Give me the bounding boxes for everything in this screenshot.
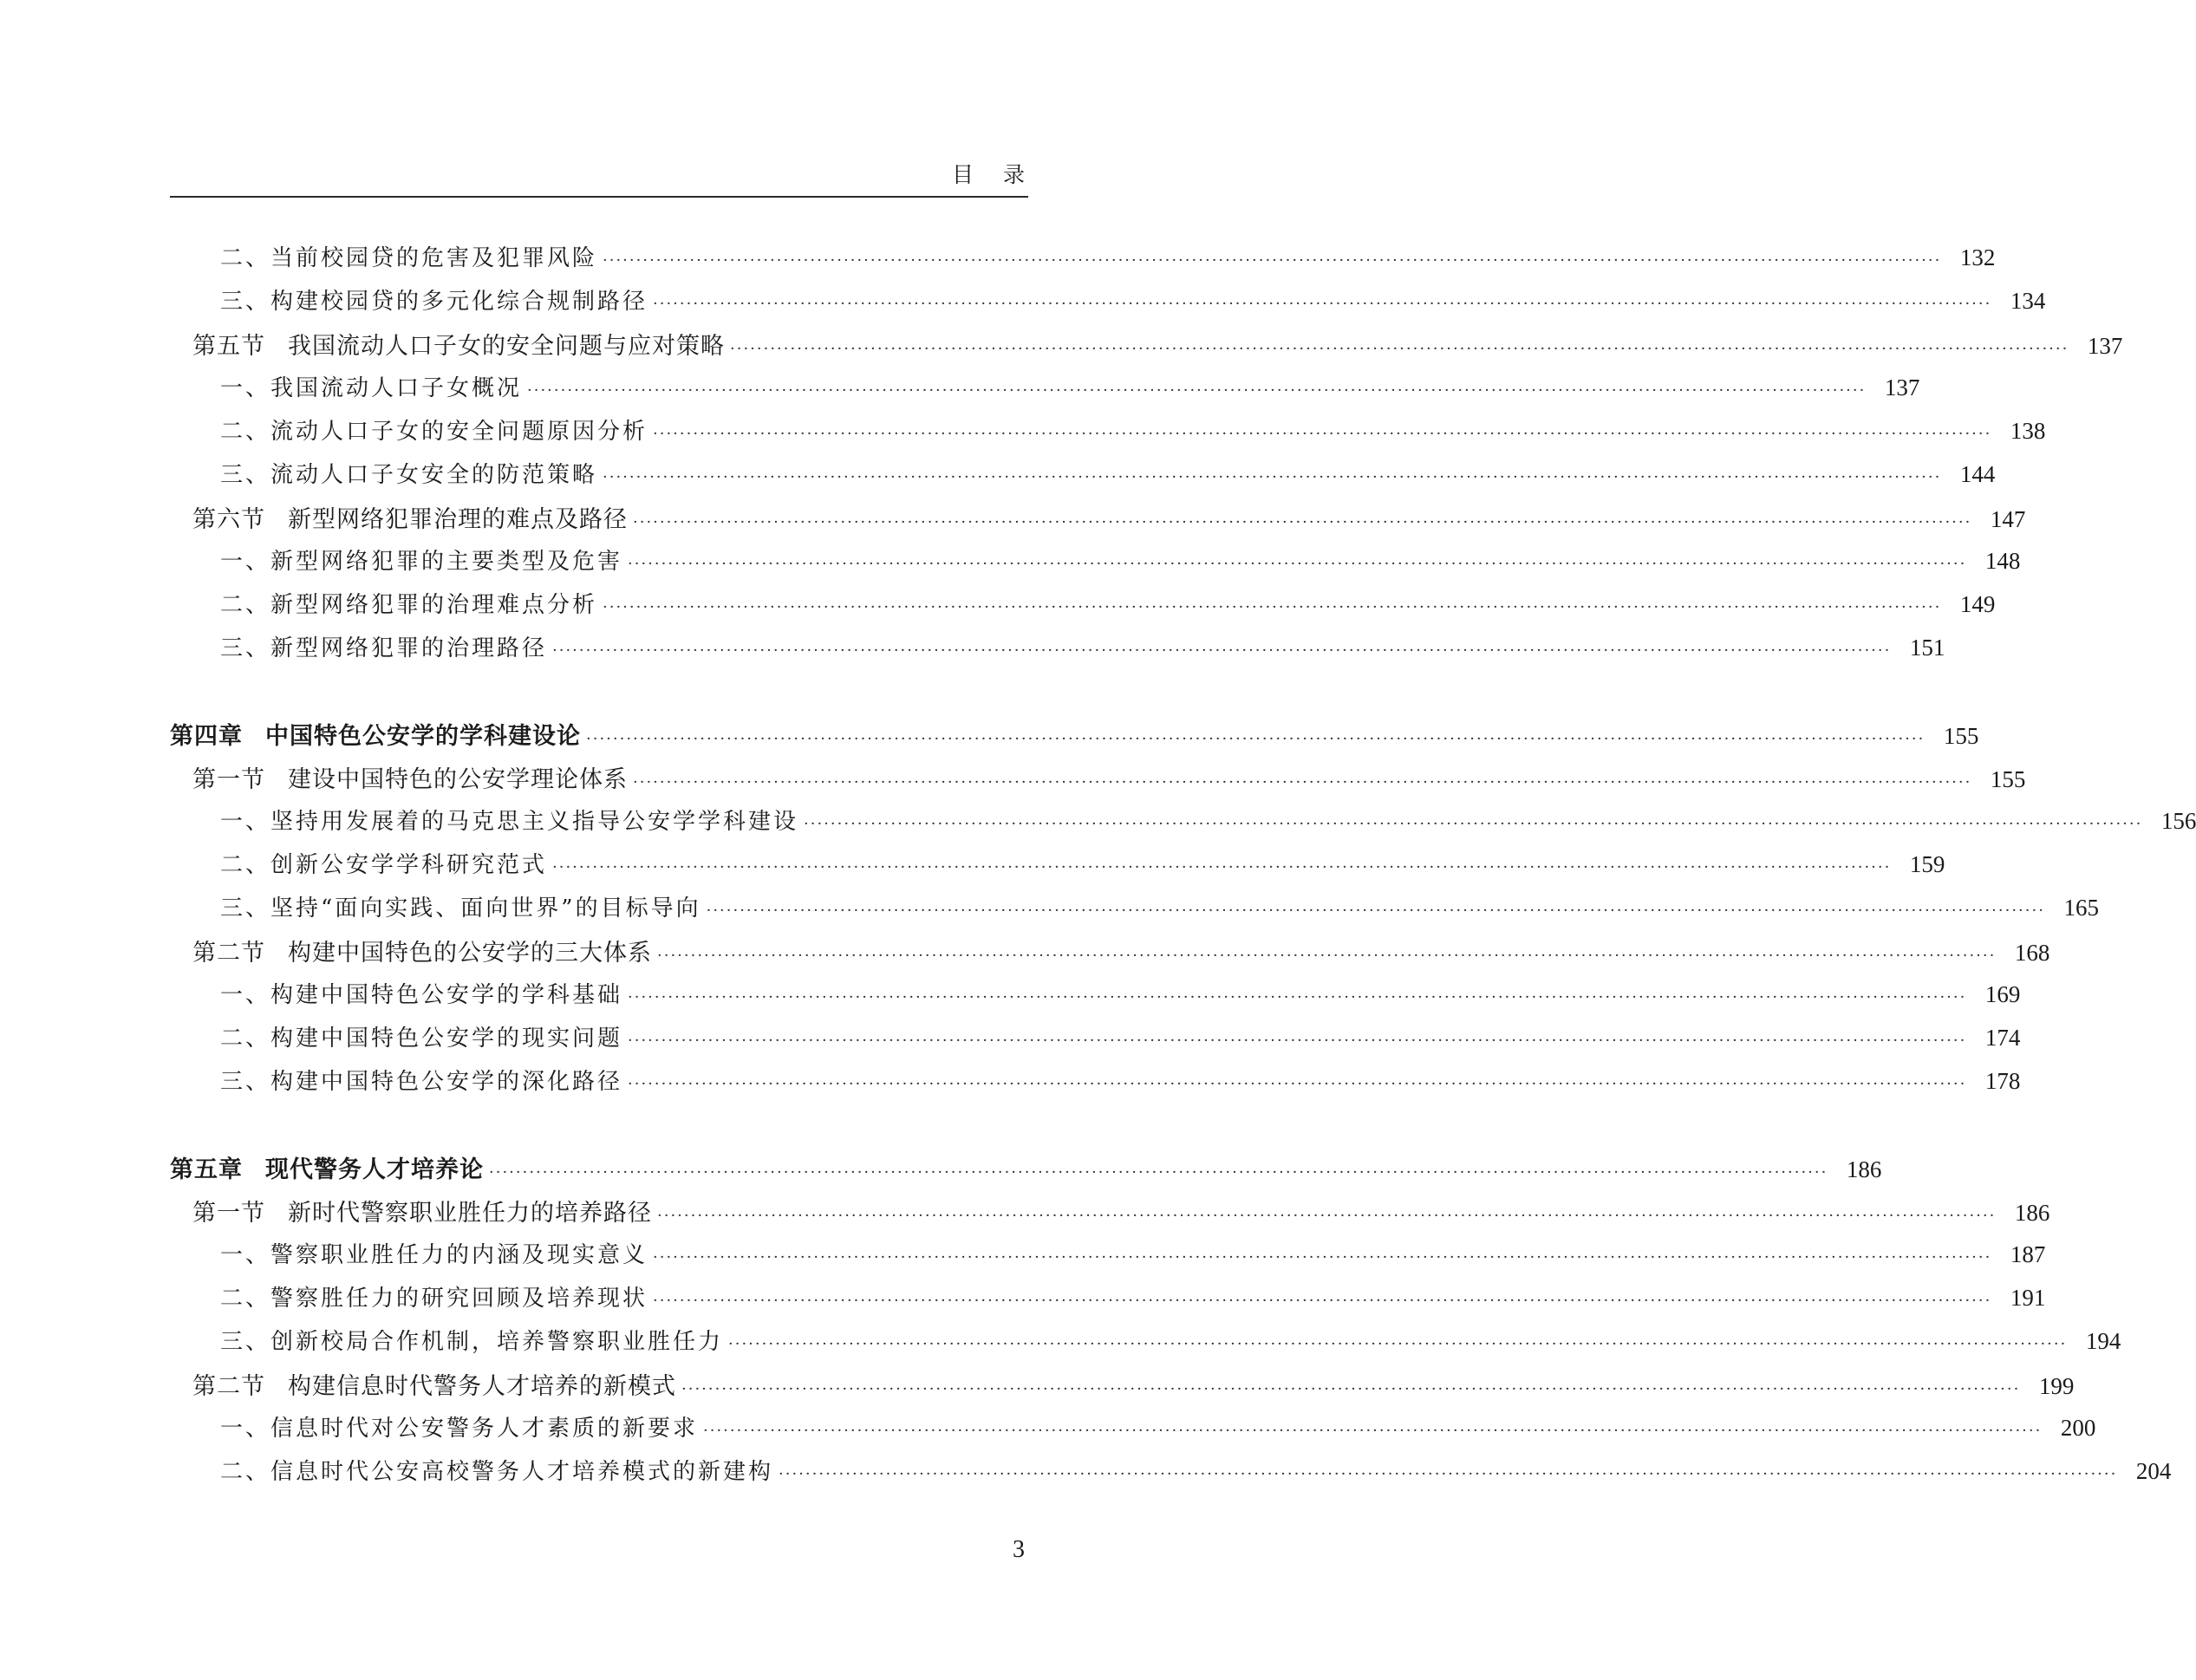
toc-entry-page: 178 xyxy=(1984,1068,2021,1094)
toc-entry-page: 137 xyxy=(2087,333,2123,359)
toc-entry-text: 二、构建中国特色公安学的现实问题 xyxy=(220,1026,623,1052)
toc-entry-title xyxy=(220,283,648,316)
toc-chapter-row[interactable] xyxy=(170,717,1979,752)
toc-entry-title xyxy=(220,370,522,402)
toc-entry-title xyxy=(192,1367,676,1401)
dot-leader: ········································································································································································································ xyxy=(728,1335,2068,1353)
dot-leader: ········································································································································································································ xyxy=(628,555,1967,573)
toc-entry-title xyxy=(220,1064,622,1096)
toc-entry-page: 137 xyxy=(1884,374,1920,400)
toc-entry-page: 187 xyxy=(2010,1241,2046,1267)
toc-entry-page: 132 xyxy=(1959,244,1996,270)
toc-item-row[interactable] xyxy=(220,630,1945,665)
toc-entry-text: 现代警务人才培养论 xyxy=(265,1156,484,1183)
toc-item-row[interactable] xyxy=(220,283,2046,318)
dot-leader: ········································································································································································································ xyxy=(603,468,1942,486)
toc-entry-text: 二、当前校园贷的危害及犯罪风险 xyxy=(220,245,598,271)
dot-leader: ········································································································································································································ xyxy=(703,1422,2043,1440)
toc-entry-prefix: 第四章 xyxy=(170,723,243,750)
toc-entry-page: 186 xyxy=(1846,1156,1882,1182)
dot-leader: ········································································································································································································ xyxy=(779,1465,2118,1483)
toc-entry-page: 138 xyxy=(2010,418,2046,444)
dot-leader: ········································································································································································································ xyxy=(653,1248,1992,1267)
toc-entry-page: 186 xyxy=(2014,1200,2050,1226)
toc-entry-page: 204 xyxy=(2135,1458,2172,1484)
toc-entry-page: 200 xyxy=(2060,1415,2096,1441)
dot-leader: ········································································································································································································ xyxy=(730,340,2069,358)
toc-entry-title xyxy=(220,1454,773,1486)
dot-leader: ········································································································································································································ xyxy=(804,815,2143,833)
toc-section-row[interactable] xyxy=(192,327,2123,361)
toc-entry-text: 三、坚持“面向实践、面向世界”的目标导向 xyxy=(220,895,701,921)
dot-leader: ········································································································································································································ xyxy=(653,295,1992,313)
toc-item-row[interactable] xyxy=(220,370,1920,405)
toc-section-row[interactable] xyxy=(192,1194,2050,1228)
toc-entry-page: 134 xyxy=(2010,288,2046,314)
toc-entry-title xyxy=(220,804,798,836)
toc-entry-title xyxy=(192,1194,652,1227)
toc-entry-page: 191 xyxy=(2010,1285,2046,1311)
toc-entry-page: 199 xyxy=(2038,1373,2075,1399)
toc-item-row[interactable] xyxy=(220,1324,2121,1358)
toc-entry-text: 三、新型网络犯罪的治理路径 xyxy=(220,635,548,661)
toc-entry-text: 二、警察胜任力的研究回顾及培养现状 xyxy=(220,1286,648,1312)
toc-entry-text: 一、坚持用发展着的马克思主义指导公安学学科建设 xyxy=(220,809,799,835)
dot-leader: ········································································································································································································ xyxy=(628,1075,1967,1093)
toc-entry-title xyxy=(220,240,597,272)
toc-entry-title xyxy=(220,890,701,922)
toc-entry-page: 165 xyxy=(2063,895,2099,921)
toc-entry-text: 二、创新公安学学科研究范式 xyxy=(220,852,548,878)
toc-entry-page: 169 xyxy=(1984,981,2021,1007)
toc-entry-page: 155 xyxy=(1943,723,1979,749)
toc-entry-title xyxy=(220,1280,648,1312)
toc-entry-title xyxy=(220,1237,648,1269)
toc-entry-page: 144 xyxy=(1959,461,1996,487)
dot-leader: ········································································································································································································ xyxy=(552,641,1892,660)
toc-entry-title xyxy=(220,977,622,1009)
toc-entry-text: 二、流动人口子女的安全问题原因分析 xyxy=(220,419,648,445)
dot-leader: ········································································································································································································ xyxy=(633,773,1972,791)
toc-entry-title xyxy=(170,717,581,751)
toc-entry-text: 中国特色公安学的学科建设论 xyxy=(265,723,581,750)
toc-entry-title xyxy=(220,587,597,619)
page-number: 3 xyxy=(1013,1536,1025,1563)
toc-item-row[interactable] xyxy=(220,413,2046,448)
toc-item-row[interactable] xyxy=(220,847,1945,882)
dot-leader: ········································································································································································································ xyxy=(706,902,2045,920)
toc-entry-page: 168 xyxy=(2014,940,2050,966)
toc-section-row[interactable] xyxy=(192,760,2026,795)
toc-entry-title xyxy=(220,457,597,489)
dot-leader: ········································································································································································································ xyxy=(628,988,1967,1006)
toc-item-row[interactable] xyxy=(220,1410,2096,1445)
toc-entry-prefix: 第二节 xyxy=(192,1373,265,1400)
dot-leader: ········································································································································································································ xyxy=(653,1292,1992,1310)
toc-entry-text: 三、流动人口子女安全的防范策略 xyxy=(220,462,598,488)
toc-entry-text: 二、信息时代公安高校警务人才培养模式的新建构 xyxy=(220,1459,774,1485)
toc-entry-text: 一、我国流动人口子女概况 xyxy=(220,375,523,401)
toc-entry-prefix: 第六节 xyxy=(192,506,265,533)
toc-section-row[interactable] xyxy=(192,934,2050,968)
toc-entry-text: 一、新型网络犯罪的主要类型及危害 xyxy=(220,549,623,575)
toc-entry-text: 一、信息时代对公安警务人才素质的新要求 xyxy=(220,1416,699,1442)
toc-entry-page: 151 xyxy=(1909,635,1945,661)
toc-entry-text: 三、构建中国特色公安学的深化路径 xyxy=(220,1069,623,1095)
toc-section-row[interactable] xyxy=(192,1367,2075,1402)
toc-entry-prefix: 第二节 xyxy=(192,940,265,967)
dot-leader: ········································································································································································································ xyxy=(628,1032,1967,1050)
toc-entry-title xyxy=(220,630,547,662)
dot-leader: ········································································································································································································ xyxy=(657,1207,1997,1225)
toc-entry-text: 三、构建校园贷的多元化综合规制路径 xyxy=(220,289,648,315)
dot-leader: ········································································································································································································ xyxy=(489,1163,1828,1182)
toc-entry-page: 194 xyxy=(2085,1328,2121,1354)
toc-entry-title xyxy=(192,500,628,534)
toc-entry-text: 二、新型网络犯罪的治理难点分析 xyxy=(220,592,598,618)
toc-entry-prefix: 第一节 xyxy=(192,766,265,793)
toc-item-row[interactable] xyxy=(220,240,1996,275)
dot-leader: ········································································································································································································ xyxy=(552,858,1892,876)
toc-entry-title xyxy=(192,760,628,794)
toc-entry-text: 新型网络犯罪治理的难点及路径 xyxy=(288,506,628,533)
toc-chapter-row[interactable] xyxy=(170,1150,1882,1185)
dot-leader: ········································································································································································································ xyxy=(681,1380,2021,1398)
toc-entry-title xyxy=(220,847,547,879)
toc-entry-title xyxy=(220,1020,622,1052)
dot-leader: ········································································································································································································ xyxy=(527,381,1867,400)
toc-section-row[interactable] xyxy=(192,500,2026,535)
toc-entry-title xyxy=(220,544,622,576)
toc-item-row[interactable] xyxy=(220,1237,2046,1272)
toc-item-row[interactable] xyxy=(220,1454,2172,1488)
toc-item-row[interactable] xyxy=(220,544,2021,578)
toc-entry-title xyxy=(170,1150,484,1184)
toc-entry-page: 148 xyxy=(1984,548,2021,574)
toc-entry-page: 174 xyxy=(1984,1025,2021,1051)
toc-entry-prefix: 第一节 xyxy=(192,1200,265,1227)
header-title: 目录 xyxy=(951,162,1054,187)
dot-leader: ········································································································································································································ xyxy=(633,513,1972,531)
dot-leader: ········································································································································································································ xyxy=(603,251,1942,270)
toc-entry-text: 一、构建中国特色公安学的学科基础 xyxy=(220,982,623,1008)
toc-entry-page: 155 xyxy=(1990,766,2026,792)
toc-item-row[interactable] xyxy=(220,457,1996,492)
toc-entry-title xyxy=(220,1410,698,1442)
toc-entry-text: 构建信息时代警务人才培养的新模式 xyxy=(288,1373,676,1400)
toc-entry-title xyxy=(220,413,648,446)
toc-entry-prefix: 第五章 xyxy=(170,1156,243,1183)
toc-entry-prefix: 第五节 xyxy=(192,333,265,360)
toc-item-row[interactable] xyxy=(220,1280,2046,1315)
dot-leader: ········································································································································································································ xyxy=(586,730,1926,748)
toc-entry-text: 建设中国特色的公安学理论体系 xyxy=(288,766,628,793)
toc-entry-page: 156 xyxy=(2160,808,2196,834)
toc-entry-text: 我国流动人口子女的安全问题与应对策略 xyxy=(288,333,725,360)
toc-item-row[interactable] xyxy=(220,1064,2021,1098)
dot-leader: ········································································································································································································ xyxy=(657,947,1997,965)
toc-item-row[interactable] xyxy=(220,1020,2021,1055)
dot-leader: ········································································································································································································ xyxy=(653,425,1992,443)
toc-entry-text: 一、警察职业胜任力的内涵及现实意义 xyxy=(220,1242,648,1268)
toc-item-row[interactable] xyxy=(220,890,2099,925)
toc-entry-text: 三、创新校局合作机制，培养警察职业胜任力 xyxy=(220,1329,724,1355)
toc-entry-text: 新时代警察职业胜任力的培养路径 xyxy=(288,1200,652,1227)
toc-entry-page: 149 xyxy=(1959,591,1996,617)
toc-item-row[interactable] xyxy=(220,587,1996,622)
dot-leader: ········································································································································································································ xyxy=(603,598,1942,616)
toc-item-row[interactable] xyxy=(220,804,2196,838)
toc-entry-title xyxy=(220,1324,723,1356)
toc-item-row[interactable] xyxy=(220,977,2021,1012)
toc-entry-page: 147 xyxy=(1990,506,2026,532)
toc-entry-title xyxy=(192,327,725,361)
toc-entry-text: 构建中国特色的公安学的三大体系 xyxy=(288,940,652,967)
toc-entry-page: 159 xyxy=(1909,851,1945,877)
toc-entry-title xyxy=(192,934,652,967)
